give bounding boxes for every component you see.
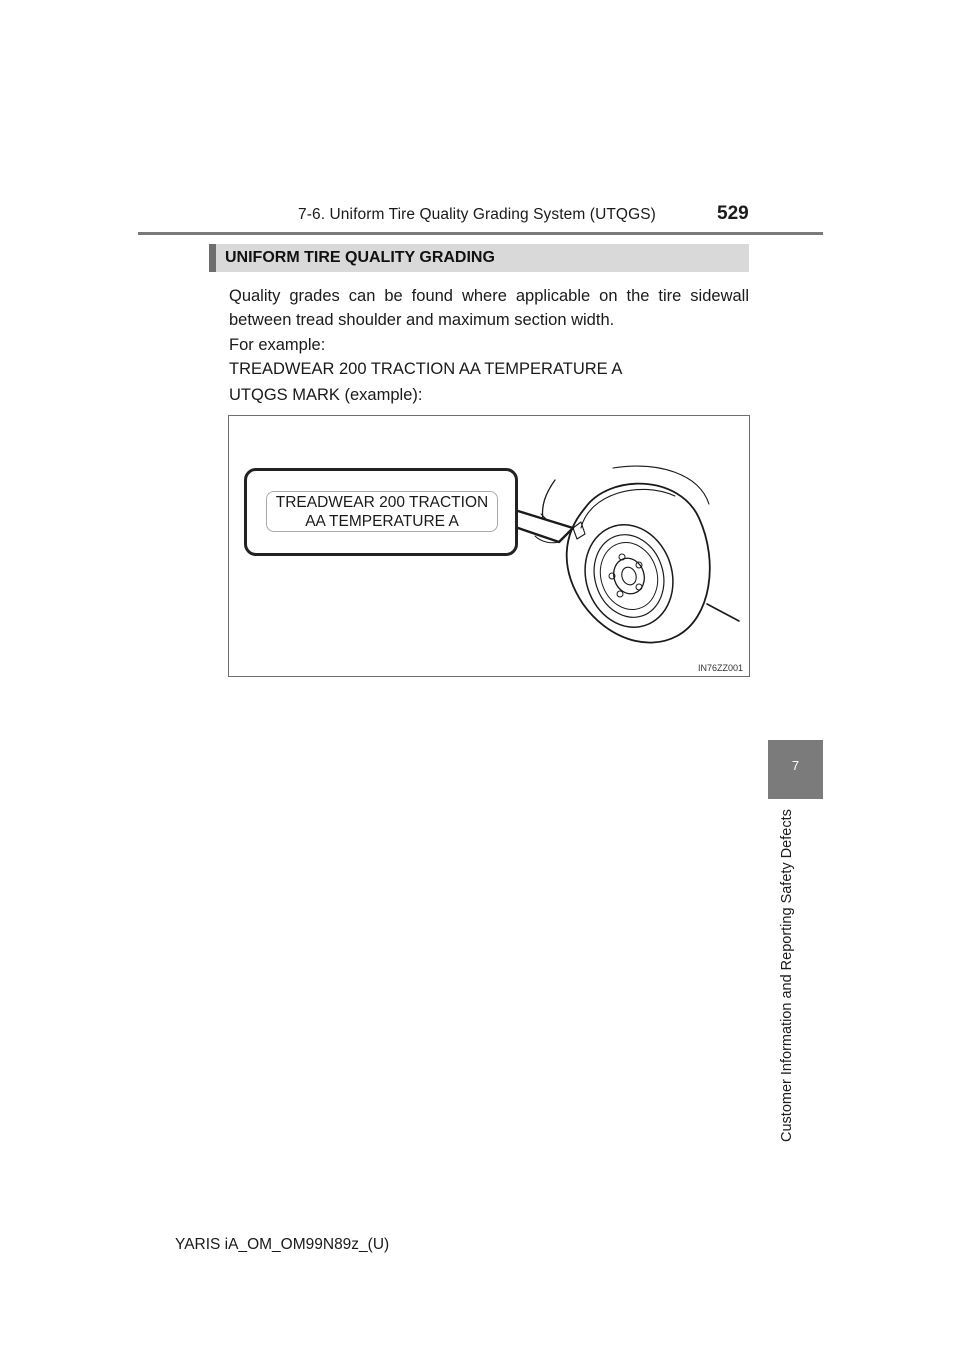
paragraph-example-label: For example: <box>229 336 326 354</box>
paragraph-mark-label: UTQGS MARK (example): <box>229 386 423 404</box>
paragraph-intro: Quality grades can be found where applicable on the tire sidewall between tread shoulder and maximum section width. <box>229 287 749 329</box>
callout-line-2: AA TEMPERATURE A <box>305 513 459 530</box>
callout-line-1: TREADWEAR 200 TRACTION <box>275 494 489 511</box>
section-heading: UNIFORM TIRE QUALITY GRADING <box>225 249 495 266</box>
header-divider <box>138 232 823 235</box>
utqgs-mark-label <box>266 491 498 532</box>
section-heading-bar <box>209 244 749 272</box>
tire-illustration <box>228 415 750 677</box>
document-id: YARIS iA_OM_OM99N89z_(U) <box>175 1236 390 1253</box>
header-section-title: 7-6. Uniform Tire Quality Grading System (UTQGS) <box>298 206 656 223</box>
chapter-number: 7 <box>791 758 800 773</box>
page-number: 529 <box>717 203 749 224</box>
paragraph-example-text: TREADWEAR 200 TRACTION AA TEMPERATURE A <box>229 360 623 378</box>
chapter-title: Customer Information and Reporting Safety Defects <box>779 809 795 1142</box>
utqgs-callout <box>244 468 518 556</box>
chapter-tab <box>768 740 823 799</box>
figure-code: IN76ZZ001 <box>697 663 743 673</box>
